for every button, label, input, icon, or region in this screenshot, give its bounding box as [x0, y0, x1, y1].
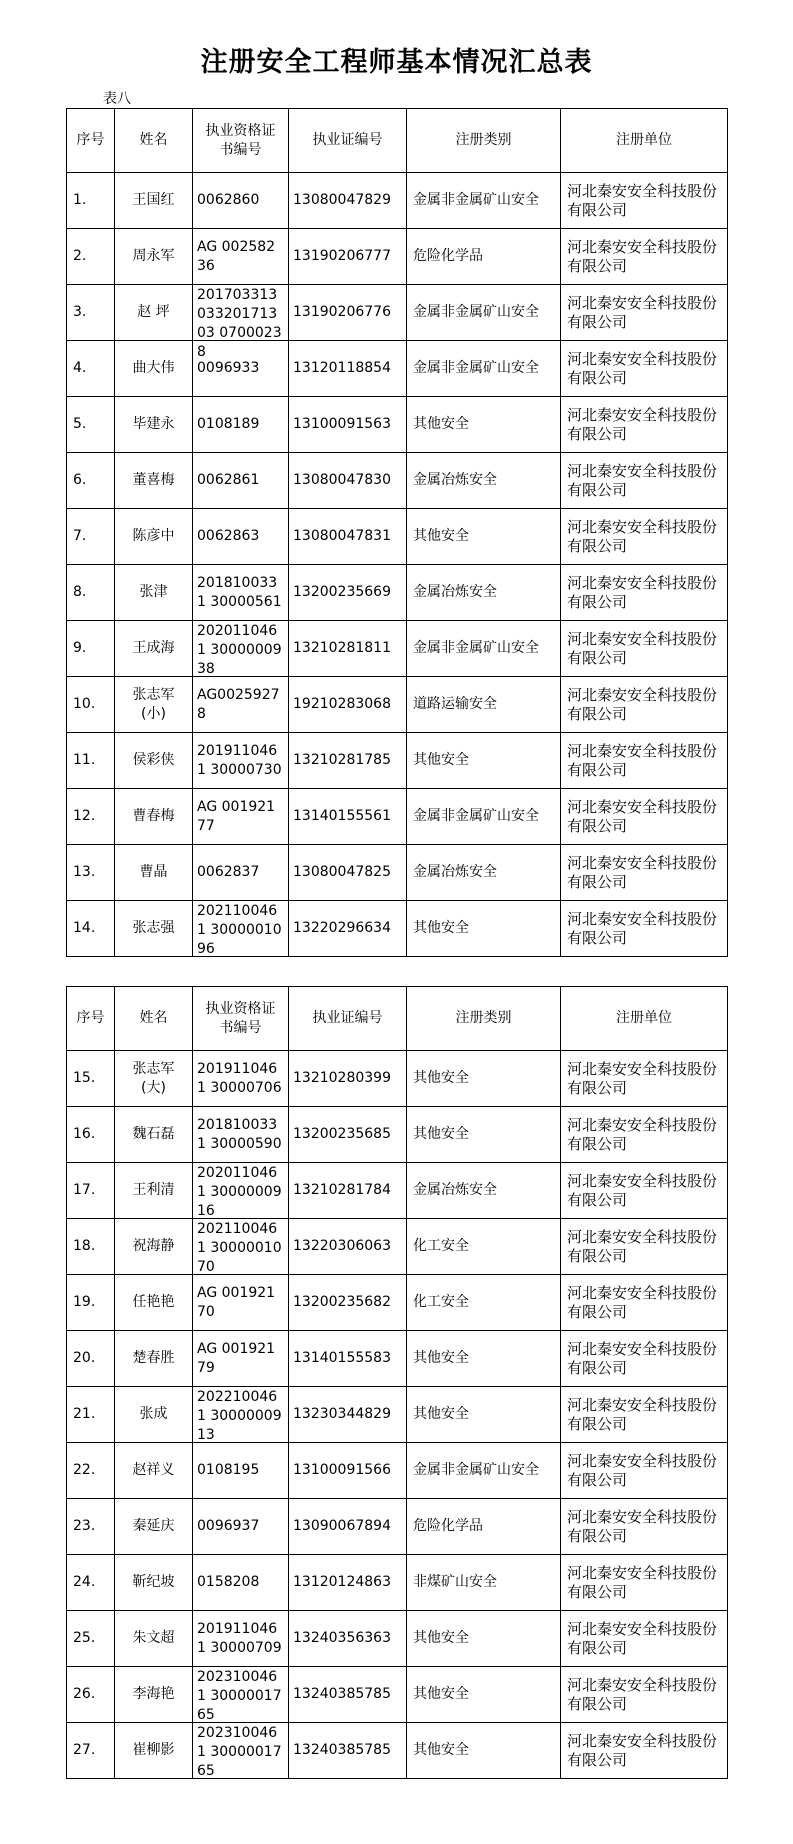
- registration-category: 其他安全: [407, 509, 561, 565]
- header-category: 注册类别: [407, 109, 561, 173]
- person-name: 任艳艳: [115, 1275, 193, 1331]
- license-number: 13080047825: [289, 845, 407, 901]
- page-title: 注册安全工程师基本情况汇总表: [200, 47, 593, 78]
- table-row: [67, 341, 728, 397]
- table-row: [67, 1499, 728, 1555]
- table-label: 表八: [103, 91, 131, 107]
- header-name: 姓名: [115, 987, 193, 1051]
- row-number: 26.: [67, 1667, 115, 1723]
- cert-number: 2020110461 3000000938: [193, 621, 289, 677]
- table-row: [67, 1611, 728, 1667]
- cert-number: 2019110461 30000709: [193, 1611, 289, 1667]
- license-number: 13210281785: [289, 733, 407, 789]
- registration-category: 其他安全: [407, 1667, 561, 1723]
- registration-unit: 河北秦安安全科技股份有限公司: [561, 1723, 728, 1779]
- registration-category: 其他安全: [407, 901, 561, 957]
- license-number: 13080047830: [289, 453, 407, 509]
- row-number: 20.: [67, 1331, 115, 1387]
- cert-number: 0062861: [193, 453, 289, 509]
- registration-unit: 河北秦安安全科技股份有限公司: [561, 1275, 728, 1331]
- row-number: 4.: [67, 341, 115, 397]
- row-number: 19.: [67, 1275, 115, 1331]
- row-number: 16.: [67, 1107, 115, 1163]
- registration-unit: 河北秦安安全科技股份有限公司: [561, 509, 728, 565]
- person-name: 曲大伟: [115, 341, 193, 397]
- registration-category: 非煤矿山安全: [407, 1555, 561, 1611]
- row-number: 12.: [67, 789, 115, 845]
- registration-category: 金属非金属矿山安全: [407, 789, 561, 845]
- summary-table-1: [66, 108, 728, 957]
- table-row: [67, 1555, 728, 1611]
- registration-unit: 河北秦安安全科技股份有限公司: [561, 901, 728, 957]
- cert-number: 2020110461 3000000916: [193, 1163, 289, 1219]
- registration-category: 其他安全: [407, 1107, 561, 1163]
- row-number: 6.: [67, 453, 115, 509]
- table-row: [67, 1667, 728, 1723]
- row-number: 21.: [67, 1387, 115, 1443]
- license-number: 13210281811: [289, 621, 407, 677]
- registration-category: 金属非金属矿山安全: [407, 285, 561, 341]
- table-header-row: [67, 109, 728, 173]
- row-number: 10.: [67, 677, 115, 733]
- header-name: 姓名: [115, 109, 193, 173]
- header-cert: 执业资格证书编号: [193, 109, 289, 173]
- registration-unit: 河北秦安安全科技股份有限公司: [561, 1611, 728, 1667]
- header-no: 序号: [67, 109, 115, 173]
- registration-unit: 河北秦安安全科技股份有限公司: [561, 341, 728, 397]
- registration-unit: 河北秦安安全科技股份有限公司: [561, 453, 728, 509]
- registration-unit: 河北秦安安全科技股份有限公司: [561, 173, 728, 229]
- table-row: [67, 845, 728, 901]
- person-name: 张成: [115, 1387, 193, 1443]
- cert-number: 2019110461 30000730: [193, 733, 289, 789]
- license-number: 13220306063: [289, 1219, 407, 1275]
- registration-unit: 河北秦安安全科技股份有限公司: [561, 677, 728, 733]
- registration-unit: 河北秦安安全科技股份有限公司: [561, 565, 728, 621]
- registration-category: 金属非金属矿山安全: [407, 1443, 561, 1499]
- registration-category: 金属非金属矿山安全: [407, 341, 561, 397]
- person-name: 陈彦中: [115, 509, 193, 565]
- license-number: 13200235682: [289, 1275, 407, 1331]
- person-name: 王国红: [115, 173, 193, 229]
- person-name: 周永军: [115, 229, 193, 285]
- cert-number: 0062863: [193, 509, 289, 565]
- table-row: [67, 397, 728, 453]
- license-number: 13140155561: [289, 789, 407, 845]
- registration-unit: 河北秦安安全科技股份有限公司: [561, 1331, 728, 1387]
- person-name: 王利清: [115, 1163, 193, 1219]
- cert-number: AG 00192177: [193, 789, 289, 845]
- person-name: 赵 坪: [115, 285, 193, 341]
- cert-number: 0062837: [193, 845, 289, 901]
- license-number: 13080047831: [289, 509, 407, 565]
- person-name: 王成海: [115, 621, 193, 677]
- license-number: 13200235669: [289, 565, 407, 621]
- cert-number: 2021100461 3000001096: [193, 901, 289, 957]
- registration-unit: 河北秦安安全科技股份有限公司: [561, 789, 728, 845]
- person-name: 张志军(小): [115, 677, 193, 733]
- license-number: 13240385785: [289, 1723, 407, 1779]
- registration-category: 金属冶炼安全: [407, 845, 561, 901]
- table-row: [67, 621, 728, 677]
- row-number: 18.: [67, 1219, 115, 1275]
- registration-unit: 河北秦安安全科技股份有限公司: [561, 845, 728, 901]
- cert-number: 2021100461 3000001070: [193, 1219, 289, 1275]
- registration-category: 其他安全: [407, 1051, 561, 1107]
- table-row: [67, 1219, 728, 1275]
- license-number: 13200235685: [289, 1107, 407, 1163]
- table-row: [67, 1723, 728, 1779]
- table-row: [67, 173, 728, 229]
- table-row: [67, 1051, 728, 1107]
- header-unit: 注册单位: [561, 987, 728, 1051]
- cert-number: 2023100461 3000001765: [193, 1667, 289, 1723]
- cert-number: AG 00258236: [193, 229, 289, 285]
- person-name: 赵祥义: [115, 1443, 193, 1499]
- registration-unit: 河北秦安安全科技股份有限公司: [561, 1387, 728, 1443]
- registration-category: 其他安全: [407, 1331, 561, 1387]
- cert-number: 20170331303320171303 07000238: [193, 285, 289, 341]
- registration-unit: 河北秦安安全科技股份有限公司: [561, 1667, 728, 1723]
- row-number: 8.: [67, 565, 115, 621]
- cert-number: 0108189: [193, 397, 289, 453]
- registration-category: 其他安全: [407, 1611, 561, 1667]
- license-number: 13090067894: [289, 1499, 407, 1555]
- table-row: [67, 1331, 728, 1387]
- license-number: 13190206776: [289, 285, 407, 341]
- row-number: 5.: [67, 397, 115, 453]
- registration-unit: 河北秦安安全科技股份有限公司: [561, 397, 728, 453]
- cert-number: 0096933: [193, 341, 289, 397]
- row-number: 22.: [67, 1443, 115, 1499]
- row-number: 23.: [67, 1499, 115, 1555]
- row-number: 24.: [67, 1555, 115, 1611]
- person-name: 朱文超: [115, 1611, 193, 1667]
- row-number: 9.: [67, 621, 115, 677]
- registration-category: 金属冶炼安全: [407, 1163, 561, 1219]
- registration-unit: 河北秦安安全科技股份有限公司: [561, 1443, 728, 1499]
- cert-number: 2018100331 30000590: [193, 1107, 289, 1163]
- header-license: 执业证编号: [289, 109, 407, 173]
- person-name: 侯彩侠: [115, 733, 193, 789]
- person-name: 毕建永: [115, 397, 193, 453]
- license-number: 13240356363: [289, 1611, 407, 1667]
- header-no: 序号: [67, 987, 115, 1051]
- summary-table-2: [66, 986, 728, 1779]
- table-row: [67, 677, 728, 733]
- table-row: [67, 285, 728, 341]
- person-name: 张志军(大): [115, 1051, 193, 1107]
- person-name: 靳纪坡: [115, 1555, 193, 1611]
- registration-category: 金属冶炼安全: [407, 565, 561, 621]
- table-row: [67, 1163, 728, 1219]
- row-number: 13.: [67, 845, 115, 901]
- table-row: [67, 509, 728, 565]
- license-number: 13210281784: [289, 1163, 407, 1219]
- table-row: [67, 565, 728, 621]
- license-number: 13120124863: [289, 1555, 407, 1611]
- row-number: 3.: [67, 285, 115, 341]
- person-name: 魏石磊: [115, 1107, 193, 1163]
- table-body-2: [67, 1051, 728, 1779]
- license-number: 13240385785: [289, 1667, 407, 1723]
- license-number: 13230344829: [289, 1387, 407, 1443]
- row-number: 17.: [67, 1163, 115, 1219]
- registration-unit: 河北秦安安全科技股份有限公司: [561, 1051, 728, 1107]
- header-category: 注册类别: [407, 987, 561, 1051]
- table-row: [67, 1387, 728, 1443]
- cert-number: 0108195: [193, 1443, 289, 1499]
- table-row: [67, 1107, 728, 1163]
- row-number: 15.: [67, 1051, 115, 1107]
- registration-category: 危险化学品: [407, 229, 561, 285]
- row-number: 14.: [67, 901, 115, 957]
- registration-unit: 河北秦安安全科技股份有限公司: [561, 1555, 728, 1611]
- registration-category: 道路运输安全: [407, 677, 561, 733]
- license-number: 13120118854: [289, 341, 407, 397]
- table-body-1: [67, 173, 728, 957]
- registration-unit: 河北秦安安全科技股份有限公司: [561, 285, 728, 341]
- table-row: [67, 1275, 728, 1331]
- table-row: [67, 789, 728, 845]
- license-number: 13100091566: [289, 1443, 407, 1499]
- registration-category: 金属冶炼安全: [407, 453, 561, 509]
- table-row: [67, 453, 728, 509]
- registration-category: 其他安全: [407, 397, 561, 453]
- person-name: 崔柳影: [115, 1723, 193, 1779]
- person-name: 曹春梅: [115, 789, 193, 845]
- cert-number: 2022100461 3000000913: [193, 1387, 289, 1443]
- table-header-row: [67, 987, 728, 1051]
- registration-category: 危险化学品: [407, 1499, 561, 1555]
- cert-number: AG00259278: [193, 677, 289, 733]
- registration-unit: 河北秦安安全科技股份有限公司: [561, 229, 728, 285]
- registration-category: 其他安全: [407, 1387, 561, 1443]
- registration-unit: 河北秦安安全科技股份有限公司: [561, 1219, 728, 1275]
- license-number: 13190206777: [289, 229, 407, 285]
- registration-category: 金属非金属矿山安全: [407, 621, 561, 677]
- cert-number: AG 00192179: [193, 1331, 289, 1387]
- cert-number: 2018100331 30000561: [193, 565, 289, 621]
- registration-unit: 河北秦安安全科技股份有限公司: [561, 1107, 728, 1163]
- header-cert: 执业资格证书编号: [193, 987, 289, 1051]
- license-number: 13080047829: [289, 173, 407, 229]
- person-name: 董喜梅: [115, 453, 193, 509]
- row-number: 11.: [67, 733, 115, 789]
- cert-number: 0158208: [193, 1555, 289, 1611]
- header-unit: 注册单位: [561, 109, 728, 173]
- cert-number: 0062860: [193, 173, 289, 229]
- registration-unit: 河北秦安安全科技股份有限公司: [561, 621, 728, 677]
- table-row: [67, 901, 728, 957]
- row-number: 2.: [67, 229, 115, 285]
- row-number: 25.: [67, 1611, 115, 1667]
- registration-category: 化工安全: [407, 1219, 561, 1275]
- row-number: 7.: [67, 509, 115, 565]
- license-number: 13100091563: [289, 397, 407, 453]
- row-number: 27.: [67, 1723, 115, 1779]
- person-name: 张志强: [115, 901, 193, 957]
- license-number: 13210280399: [289, 1051, 407, 1107]
- person-name: 李海艳: [115, 1667, 193, 1723]
- table-row: [67, 733, 728, 789]
- registration-unit: 河北秦安安全科技股份有限公司: [561, 733, 728, 789]
- person-name: 曹晶: [115, 845, 193, 901]
- person-name: 秦延庆: [115, 1499, 193, 1555]
- person-name: 张津: [115, 565, 193, 621]
- license-number: 13140155583: [289, 1331, 407, 1387]
- cert-number: AG 00192170: [193, 1275, 289, 1331]
- registration-unit: 河北秦安安全科技股份有限公司: [561, 1163, 728, 1219]
- registration-category: 金属非金属矿山安全: [407, 173, 561, 229]
- cert-number: 0096937: [193, 1499, 289, 1555]
- person-name: 楚春胜: [115, 1331, 193, 1387]
- cert-number: 2023100461 3000001765: [193, 1723, 289, 1779]
- license-number: 13220296634: [289, 901, 407, 957]
- registration-category: 其他安全: [407, 1723, 561, 1779]
- cert-number: 2019110461 30000706: [193, 1051, 289, 1107]
- header-license: 执业证编号: [289, 987, 407, 1051]
- table-row: [67, 1443, 728, 1499]
- person-name: 祝海静: [115, 1219, 193, 1275]
- row-number: 1.: [67, 173, 115, 229]
- registration-category: 化工安全: [407, 1275, 561, 1331]
- registration-unit: 河北秦安安全科技股份有限公司: [561, 1499, 728, 1555]
- license-number: 19210283068: [289, 677, 407, 733]
- table-row: [67, 229, 728, 285]
- registration-category: 其他安全: [407, 733, 561, 789]
